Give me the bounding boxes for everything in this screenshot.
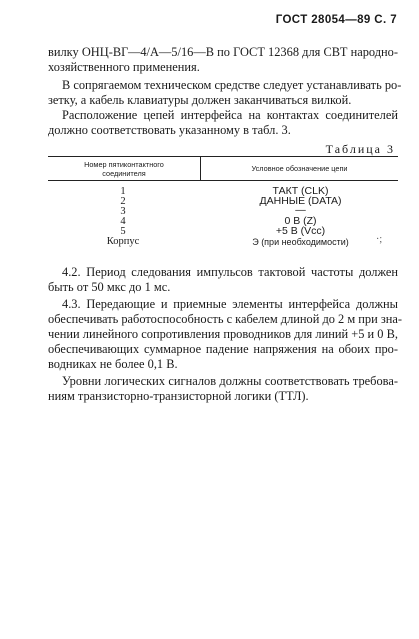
table-cell-number: 4 xyxy=(120,216,126,227)
table-cell-signal: ТАКТ (CLK) xyxy=(272,185,329,197)
header-number-line-1: Номер пятиконтактного xyxy=(84,160,164,169)
para1-line-2: зетку, а кабель клавиатуры должен заканчиваться вилкой. xyxy=(48,93,352,107)
table-cell-number: 3 xyxy=(120,206,126,217)
section-4-2-line-1: 4.2. Период следования импульсов тактовой частоты должен xyxy=(62,265,398,279)
section-4-3-line-1: 4.3. Передающие и приемные элементы интерфейса должны xyxy=(62,297,398,311)
table-top-rule xyxy=(48,156,398,157)
table-header-number xyxy=(48,160,200,178)
table-header-rule xyxy=(48,180,398,181)
section-4-3-line-5: водниках не более 0,1 В. xyxy=(48,357,178,371)
table-caption: Таблица 3 xyxy=(325,142,395,156)
section-4-3-line-4: обеспечивающих суммарное падение напряжения на обоих про- xyxy=(48,342,398,356)
para2-line-1: Расположение цепей интерфейса на контактах соединителей xyxy=(62,108,398,122)
para3-line-1: Уровни логических сигналов должны соответствовать требова- xyxy=(62,374,398,388)
intro-line-1: вилку ОНЦ-ВГ—4/А—5/16—В по ГОСТ 12368 для СВТ народно- xyxy=(48,45,398,59)
table-cell-signal: 0 В (Z) xyxy=(284,215,317,227)
table-cell-signal: +5 В (Vcc) xyxy=(275,225,326,237)
intro-line-2: хозяйственного применения. xyxy=(48,60,200,74)
table-header-signal: Условное обозначение цепи xyxy=(251,164,348,173)
table-cell-number: 1 xyxy=(120,186,126,197)
section-4-3-line-3: чении линейного сопротивления проводников для линий +5 и 0 В, xyxy=(48,327,398,341)
page-header: ГОСТ 28054—89 С. 7 xyxy=(275,14,397,26)
scan-mark: ·; xyxy=(376,234,383,245)
section-4-2-line-2: быть от 50 мкс до 1 мс. xyxy=(48,280,171,294)
para1-line-1: В сопрягаемом техническом средстве следует устанавливать ро- xyxy=(62,78,402,92)
section-4-3-line-2: обеспечивать работоспособность с кабелем длиной до 2 м при зна- xyxy=(48,312,402,326)
para3-line-2: ниям транзисторно-транзисторной логики (ТТЛ). xyxy=(48,389,309,403)
table-cell-number: Корпус xyxy=(106,236,140,247)
table-cell-number: 5 xyxy=(120,226,126,237)
table-cell-signal: ДАННЫЕ (DATA) xyxy=(259,195,342,207)
table-cell-signal: — xyxy=(295,204,306,216)
header-number-line-2: соединителя xyxy=(102,169,146,178)
table-cell-number: 2 xyxy=(120,196,126,207)
table-cell-signal: Э (при необходимости) xyxy=(252,237,349,247)
para2-line-2: должно соответствовать указанному в табл. 3. xyxy=(48,123,291,137)
